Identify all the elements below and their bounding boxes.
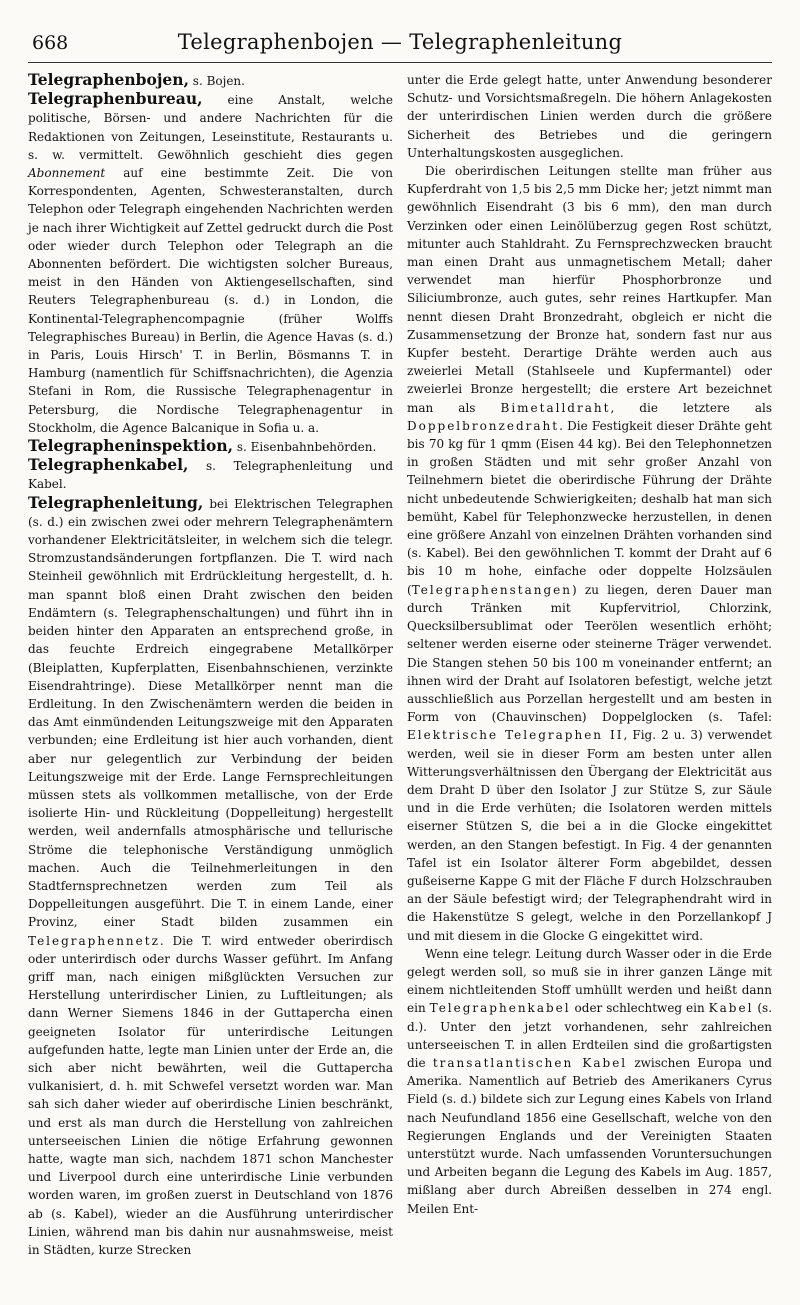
entry-telegrapheninspektion: Telegrapheninspektion, s. Eisenbahnbehörden. — [28, 436, 377, 456]
entry-telegraphenkabel: Telegraphenkabel, s. Telegraphenleitung und Kabel. — [28, 455, 393, 492]
running-title: Telegraphenbojen — Telegraphenleitung — [177, 30, 623, 54]
text-columns — [28, 71, 772, 1259]
headword: Telegraphenbojen, — [28, 70, 189, 89]
headword: Telegraphenkabel, — [28, 455, 189, 475]
headword: Telegraphenleitung, — [28, 492, 204, 512]
paragraph: unter die Erde gelegt hatte, unter Anwendung besonderer Schutz- und Vorsichtsmaßregeln. Die höhern Anlagekosten der unterirdischen Linien werden durch die größere Sicherheit des Betriebes und die geringern Unterhaltungskosten ausgeglichen. — [407, 73, 772, 160]
right-column — [407, 71, 772, 1259]
paragraph: Wenn eine telegr. Leitung durch Wasser oder in die Erde gelegt werden soll, so muß sie in ihrer ganzen Länge mit einem nichtleitenden Stoff umhüllt werden und heißt dann ein Telegraphenkabel oder schlechtweg ein Kabel (s. d.). Unter den jetzt vorhandenen, sehr zahlreichen unterseeischen T. in allen Erdteilen sind die großartigsten die transatlantischen Kabel zwischen Europa und Amerika. Namentlich auf Betrieb des Amerikaners Cyrus Field (s. d.) bildete sich zur Legung eines Kabels von Irland nach Neufundland 1856 eine Gesellschaft, welche von den Regierungen Englands und der Vereinigten Staaten unterstützt wurde. Nach umfassenden Voruntersuchungen und Arbeiten begann die Legung des Kabels im Aug. 1857, mißlang aber durch Abreißen desselben in 274 engl. Meilen Ent- — [407, 946, 773, 1216]
paragraph: Die oberirdischen Leitungen stellte man früher aus Kupferdraht von 1,5 bis 2,5 mm Dicke her; jetzt nimmt man gewöhnlich Eisendraht (3 bis 6 mm), den man durch Verzinken oder einen Leinölüberzug gegen Rost schützt, mitunter auch Stahldraht. Zu Fernsprechzwecken braucht man einen Draht aus unmagnetischem Metall; daher verwendet man hierfür Phosphorbronze und Siliciumbronze, auch gutes, sehr reines Hartkupfer. Man nennt diesen Draht Bronzedraht, obgleich er nicht die Zusammensetzung der Bronze hat, sondern fast nur aus Kupfer besteht. Derartige Drähte werden auch aus zweierlei Metall (Stahlseele und Kupfermantel) oder zweierlei Bronze hergestellt; die erstere Art bezeichnet man als Bimetalldraht, die letztere als Doppelbronzedraht. Die Festigkeit dieser Drähte geht bis 70 kg für 1 qmm (Eisen 44 kg). Bei den Telephonnetzen in großen Städten und mit sehr großer Anzahl von Teilnehmern bietet die oberirdische Führung der Drähte nicht unbedeutende Schwierigkeiten; deshalb hat man sich bemüht, Kabel für Telephonzwecke herzustellen, in denen eine größere Anzahl von einzelnen Drähten vorhanden sind (s. Kabel). Bei den gewöhnlichen T. kommt der Draht auf 6 bis 10 m hohe, einfache oder doppelte Holzsäulen (Telegraphenstangen) zu liegen, deren Dauer man durch Tränken mit Kupfervitriol, Chlorzink, Quecksilbersublimat oder Teerölen wesentlich erhöht; seltener werden eiserne oder steinerne Träger verwendet. Die Stangen stehen 50 bis 100 m voneinander entfernt; an ihnen wird der Draht auf Isolatoren befestigt, welche jetzt ausschließlich aus Porzellan hergestellt und am besten in Form von (Chauvinschen) Doppelglocken (s. Tafel: Elektrische Telegraphen II, Fig. 2 u. 3) verwendet werden, weil sie in dieser Form am besten unter allen Witterungsverhältnissen den Übergang der Elektricität aus dem Draht D über den Isolator J zur Stütze S, zur Säule und in die Erde verhüten; die Isolatoren werden mittels eiserner Stützen S, die bei a in die Glocke eingekittet werden, an den Stangen befestigt. In Fig. 4 der genannten Tafel ist ein Isolator älterer Form abgebildet, dessen gußeiserne Kappe G mit der Fläche F durch Holzschrauben an der Säule befestigt wird; der Telegraphendraht wird in die Hakenstütze S gelegt, welche in den Porzellankopf J und mit diesem in die Glocke G eingekittet wird. — [407, 164, 773, 943]
entry-telegraphenbojen: Telegraphenbojen, s. Bojen. — [28, 70, 245, 89]
headword: Telegraphenbureau, — [28, 89, 203, 109]
entry-telegraphenbureau: Telegraphenbureau, eine Anstalt, welche politische, Börsen- und andere Nachrichten für die Redaktionen von Zeitungen, Leseinstitute, Restaurants u. s. w. vermittelt. Gewöhnlich geschieht dies gegen Abonnement auf eine bestimmte Zeit. Die von Korrespondenten, Agenten, Schwesteranstalten, durch Telephon oder Telegraph eingehenden Nachrichten werden je nach ihrer Wichtigkeit auf Zettel gedruckt durch die Post oder wieder durch Telephon oder Telegraph an die Abonnenten befördert. Die wichtigsten solcher Bureaus, meist in den Händen von Aktiengesellschaften, sind Reuters Telegraphenbureau (s. d.) in London, die Kontinental-Telegraphencompagnie (früher Wolffs Telegraphisches Bureau) in Berlin, die Agence Havas (s. d.) in Paris, Louis Hirsch' T. in Berlin, Bösmanns T. in Hamburg (namentlich für Schiffsnachrichten), die Agenzia Stefani in Rom, die Russische Telegraphenagentur in Petersburg, die Nordische Telegraphenagentur in Stockholm, die Agence Balcanique in Sofia u. a. — [28, 89, 393, 435]
left-column — [28, 71, 393, 1259]
page-header — [28, 28, 772, 63]
page-number: 668 — [32, 32, 69, 54]
entry-telegraphenleitung: Telegraphenleitung, bei Elektrischen Telegraphen (s. d.) ein zwischen zwei oder mehrern Telegraphenämtern vorhandener Elektricitätsleiter, in welchem sich die telegr. Stromzustandsänderungen fortpflanzen. Die T. wird nach Steinheil gewöhnlich mit Erdrückleitung hergestellt, d. h. man spannt bloß einen Draht zwischen den beiden Endämtern (s. Telegraphenschaltungen) und führt ihn in beiden hinter den Apparaten an entsprechend große, in das feuchte Erdreich eingegrabene Metallkörper (Bleiplatten, Kupferplatten, Eisenbahnschienen, verzinkte Eisendrahtringe). Diese Metallkörper nennt man die Erdleitung. In den Zwischenämtern werden die beiden in das Amt einmündenden Leitungszweige mit den Apparaten verbunden; eine Erdleitung ist hier auch vorhanden, dient aber nur gelegentlich zur Verbindung der beiden Leitungszweige mit der Erde. Lange Fernsprechleitungen müssen stets als vollkommen metallische, von der Erde isolierte Hin- und Rückleitung (Doppelleitung) hergestellt werden, weil andernfalls atmosphärische und tellurische Ströme die telephonische Verständigung unmöglich machen. Auch die Teilnehmerleitungen in den Stadtfernsprechnetzen werden zum Teil als Doppelleitungen ausgeführt. Die T. in einem Lande, einer Provinz, einer Stadt bilden zusammen ein Telegraphennetz. Die T. wird entweder oberirdisch oder unterirdisch oder durchs Wasser geführt. Im Anfang griff man, nach einigen mißglückten Versuchen zur Herstellung unterirdischer Linien, zu Luftleitungen; als dann Werner Siemens 1846 in der Guttapercha einen geeigneten Isolator für unterirdische Leitungen aufgefunden hatte, legte man Linien unter der Erde an, die sich aber nicht bewährten, weil die Guttapercha vulkanisiert, d. h. mit Schwefel versetzt worden war. Man sah sich daher wieder auf oberirdische Linien beschränkt, und erst als man durch die Herstellung von zahlreichen unterseeischen Linien die nötige Erfahrung gewonnen hatte, wagte man sich, nachdem 1871 schon Manchester und Liverpool durch eine unterirdische Linie verbunden worden waren, im großen zuerst in Deutschland von 1876 ab (s. Kabel), wieder an die Ausführung unterirdischer Linien, während man bis dahin nur ausnahmsweise, meist in Städten, kurze Strecken — [28, 492, 393, 1257]
headword: Telegrapheninspektion, — [28, 436, 234, 456]
